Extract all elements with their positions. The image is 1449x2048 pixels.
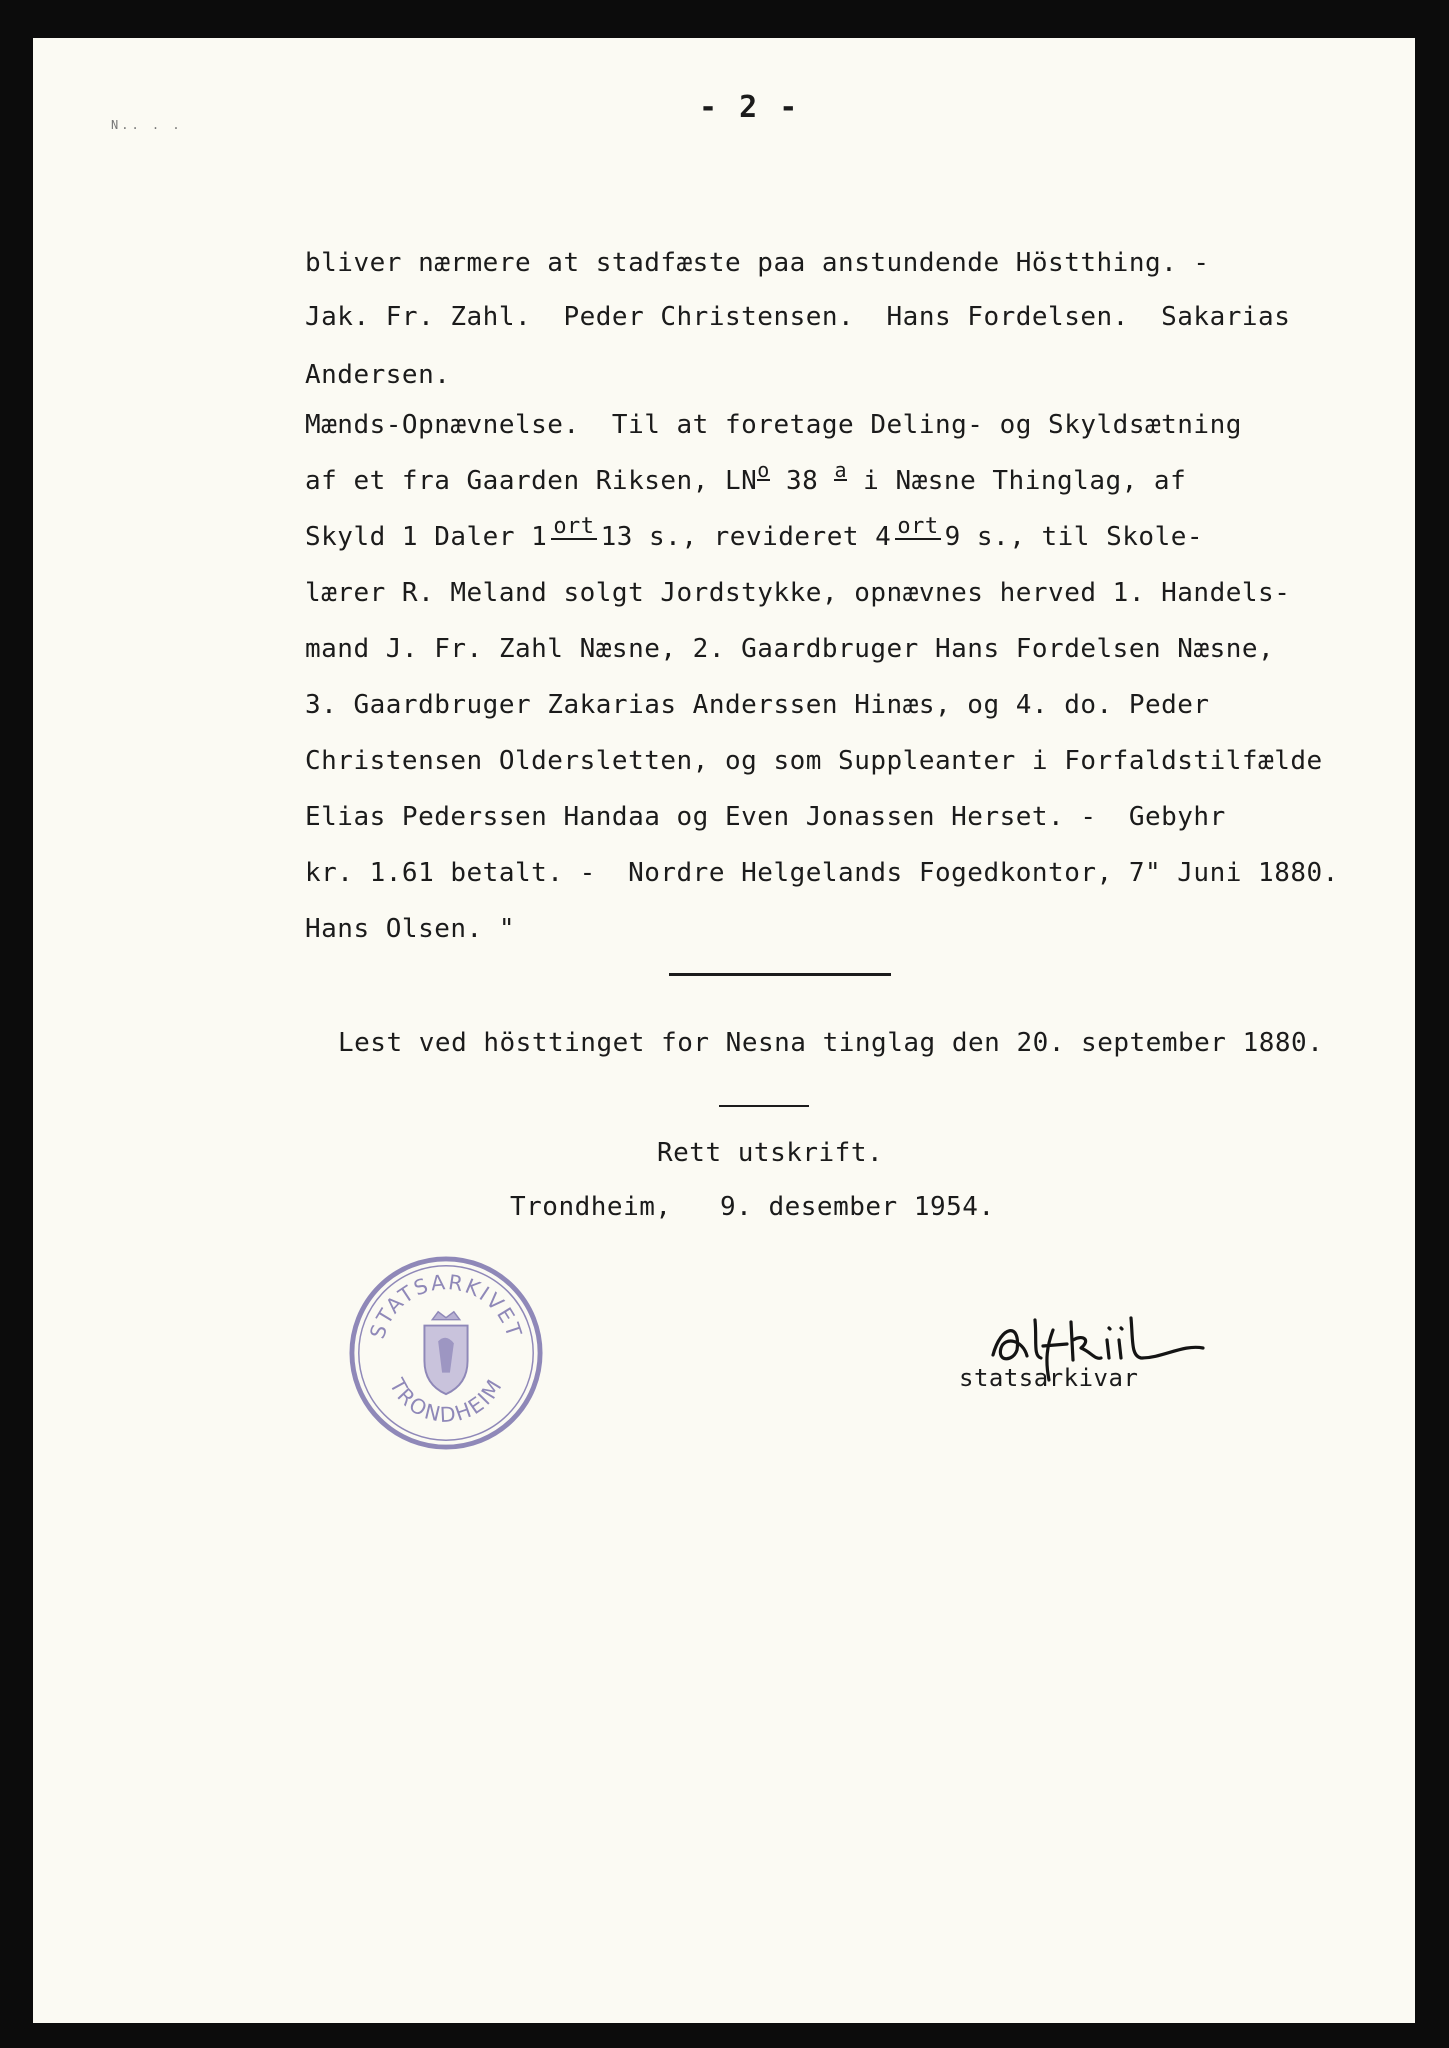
line6-before: Skyld 1 Daler 1 (305, 522, 548, 552)
body-line-13: Hans Olsen. " (305, 914, 515, 944)
coat-of-arms-icon (424, 1312, 467, 1394)
body-line-6 (305, 513, 1204, 552)
signer-title: statsarkivar (959, 1364, 1139, 1392)
line6-middle: 13 s., revideret 4 (600, 522, 892, 552)
stamp-bottom-text: TRONDHEIM (384, 1373, 508, 1427)
short-rule (719, 1105, 809, 1107)
fraction-ort-1: ort (553, 513, 595, 539)
body-line-10: Christensen Oldersletten, og som Suppleanter i Forfaldstilfælde (305, 746, 1323, 776)
read-note: Lest ved hösttinget for Nesna tinglag den 20. september 1880. (338, 1028, 1324, 1058)
stamp-top-text: STATSARKIVET (365, 1269, 527, 1342)
page-number: - 2 - (699, 90, 800, 125)
certification-text: Rett utskrift. (657, 1138, 884, 1168)
place-date: Trondheim, 9. desember 1954. (510, 1192, 995, 1222)
section-rule (669, 973, 891, 976)
body-line-12: kr. 1.61 betalt. - Nordre Helgelands Fogedkontor, 7" Juni 1880. (305, 858, 1339, 888)
body-line-1: bliver nærmere at stadfæste paa anstundende Höstthing. - (305, 248, 1210, 278)
document-page (33, 38, 1415, 2023)
line5-superscript-a: a (834, 458, 848, 482)
body-line-2: Jak. Fr. Zahl. Peder Christensen. Hans Fordelsen. Sakarias (305, 302, 1291, 332)
body-line-3: Andersen. (305, 360, 451, 390)
archive-stamp (348, 1255, 544, 1451)
fraction-ort-2: ort (897, 513, 939, 539)
line5-middle: 38 (769, 466, 835, 496)
body-line-9: 3. Gaardbruger Zakarias Anderssen Hinæs, og 4. do. Peder (305, 690, 1210, 720)
line5-after: i Næsne Thinglag, af (847, 466, 1187, 496)
line5-superscript-o: o (757, 458, 770, 482)
body-line-8: mand J. Fr. Zahl Næsne, 2. Gaardbruger Hans Fordelsen Næsne, (305, 634, 1275, 664)
body-line-4: Mænds-Opnævnelse. Til at foretage Deling- og Skyldsætning (305, 410, 1242, 440)
body-line-7: lærer R. Meland solgt Jordstykke, opnævnes herved 1. Handels- (305, 578, 1291, 608)
line6-after: 9 s., til Skole- (944, 522, 1204, 552)
body-line-11: Elias Pederssen Handaa og Even Jonassen Herset. - Gebyhr (305, 802, 1226, 832)
margin-note: N.. . . (111, 118, 183, 132)
body-line-5 (305, 458, 1187, 496)
line5-before: af et fra Gaarden Riksen, LN (305, 466, 758, 496)
